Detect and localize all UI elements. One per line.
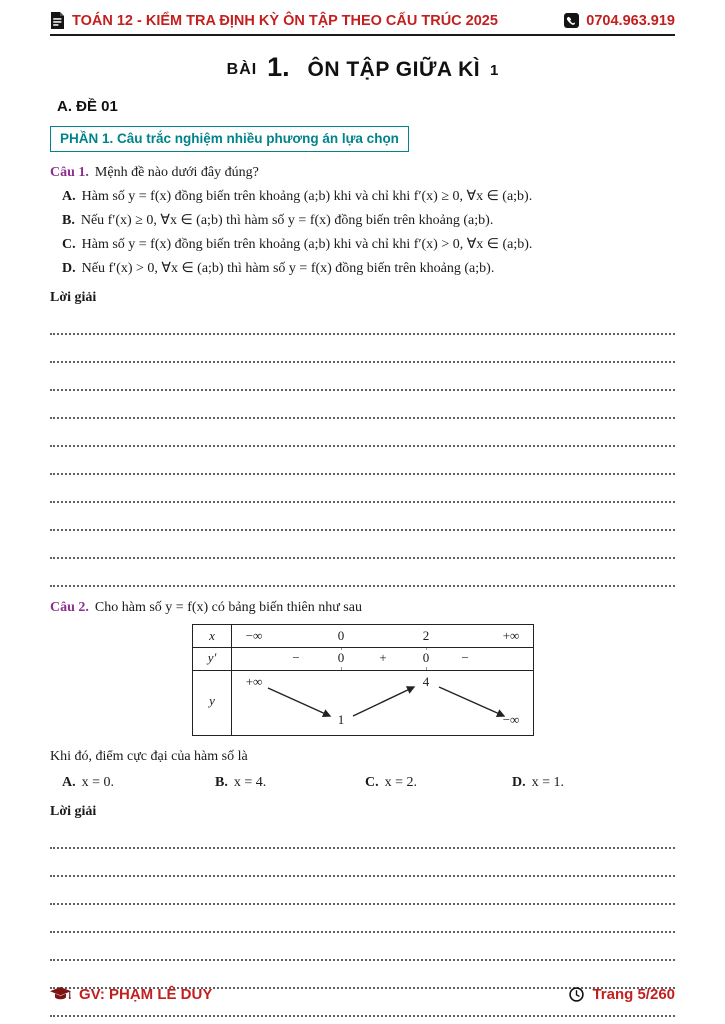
document-icon (50, 12, 65, 29)
graduation-cap-icon (50, 987, 71, 1002)
answer-dotted-line (50, 849, 675, 877)
option-key: D. (62, 261, 76, 276)
cau2-options (62, 775, 675, 791)
yprime-sign: + (379, 650, 387, 665)
part-1-box: PHẦN 1. Câu trắc nghiệm nhiều phương án lựa chọn (50, 126, 409, 152)
answer-dotted-line (50, 933, 675, 961)
answer-dotted-line (50, 475, 675, 503)
cau1-question-text: Mệnh đề nào dưới đây đúng? (94, 165, 259, 180)
option-key: B. (215, 775, 228, 790)
option-key: C. (62, 237, 76, 252)
clock-icon (569, 987, 584, 1002)
option-row-c (62, 236, 675, 253)
cau1-answer-lines (50, 307, 675, 587)
option-key: C. (365, 775, 379, 790)
answer-dotted-line (50, 363, 675, 391)
cau1-label: Câu 1. (50, 165, 89, 180)
section-a-heading: A. ĐỀ 01 (57, 98, 118, 115)
option-text: x = 2. (384, 775, 418, 790)
cau1-question (50, 165, 675, 181)
answer-dotted-line (50, 905, 675, 933)
answer-dotted-line (50, 391, 675, 419)
option-row-b (62, 212, 675, 229)
header-title: TOÁN 12 - KIỂM TRA ĐỊNH KỲ ÔN TẬP THEO CẤU TRÚC 2025 (72, 12, 498, 29)
row-label-yprime: y′ (207, 650, 217, 665)
option-key: D. (512, 775, 526, 790)
cau2-solution-heading: Lời giải (50, 804, 97, 819)
yprime-sign: − (461, 650, 469, 665)
x-value: +∞ (502, 628, 520, 643)
option-key: A. (62, 775, 76, 790)
option-text: x = 4. (233, 775, 267, 790)
answer-dotted-line (50, 877, 675, 905)
row-label-x: x (209, 628, 215, 643)
option-text: x = 0. (81, 775, 115, 790)
option-c (365, 775, 512, 791)
variation-table (192, 624, 534, 736)
option-text: Nếu f′(x) > 0, ∀x ∈ (a;b) thì hàm số y = f(x) đồng biến trên khoảng (a;b). (81, 261, 495, 276)
answer-dotted-line (50, 335, 675, 363)
answer-dotted-line (50, 961, 675, 989)
answer-dotted-line (50, 307, 675, 335)
page-footer (50, 986, 675, 1003)
cau2-followup: Khi đó, điểm cực đại của hàm số là (50, 749, 248, 764)
y-end-bottom: −∞ (502, 712, 520, 727)
option-text: Hàm số y = f(x) đồng biến trên khoảng (a;b) khi và chỉ khi f′(x) > 0, ∀x ∈ (a;b). (81, 237, 533, 252)
y-min-at-0: 1 (337, 712, 345, 727)
option-key: B. (62, 213, 75, 228)
cau1-options (50, 188, 675, 277)
lesson-number: 1. (267, 52, 290, 82)
yprime-zero: 0 (422, 650, 430, 665)
variation-arrows (193, 625, 533, 735)
footer-teacher: GV: PHẠM LÊ DUY (79, 986, 213, 1003)
yprime-sign: − (292, 650, 300, 665)
lesson-title (50, 52, 675, 83)
cau2-question (50, 600, 675, 616)
x-value: 2 (422, 628, 430, 643)
option-d (512, 775, 564, 791)
x-value: −∞ (245, 628, 263, 643)
option-a (62, 775, 215, 791)
header-phone: 0704.963.919 (586, 12, 675, 29)
answer-dotted-line (50, 419, 675, 447)
phone-icon (564, 13, 579, 28)
answer-dotted-line (50, 821, 675, 849)
answer-dotted-line (50, 503, 675, 531)
cau2-question-text: Cho hàm số y = f(x) có bảng biến thiên như sau (94, 600, 362, 615)
yprime-zero: 0 (337, 650, 345, 665)
y-max-at-2: 4 (422, 674, 430, 689)
option-row-a (62, 188, 675, 205)
page-header (50, 12, 675, 36)
answer-dotted-line (50, 447, 675, 475)
option-b (215, 775, 365, 791)
lesson-prefix: BÀI (226, 61, 258, 78)
option-text: Hàm số y = f(x) đồng biến trên khoảng (a;b) khi và chỉ khi f′(x) ≥ 0, ∀x ∈ (a;b). (81, 189, 533, 204)
option-row-d (62, 260, 675, 277)
option-text: Nếu f′(x) ≥ 0, ∀x ∈ (a;b) thì hàm số y = f(x) đồng biến trên khoảng (a;b). (80, 213, 494, 228)
x-value: 0 (337, 628, 345, 643)
lesson-name: ÔN TẬP GIỮA KÌ (307, 58, 481, 81)
answer-dotted-line (50, 531, 675, 559)
option-text: x = 1. (531, 775, 565, 790)
footer-page-number: Trang 5/260 (592, 986, 675, 1003)
cau2-label: Câu 2. (50, 600, 89, 615)
row-label-y: y (209, 693, 215, 708)
cau1-solution-heading: Lời giải (50, 290, 97, 305)
option-key: A. (62, 189, 76, 204)
lesson-name-suffix: 1 (490, 62, 499, 79)
answer-dotted-line (50, 559, 675, 587)
y-start-top: +∞ (245, 674, 263, 689)
